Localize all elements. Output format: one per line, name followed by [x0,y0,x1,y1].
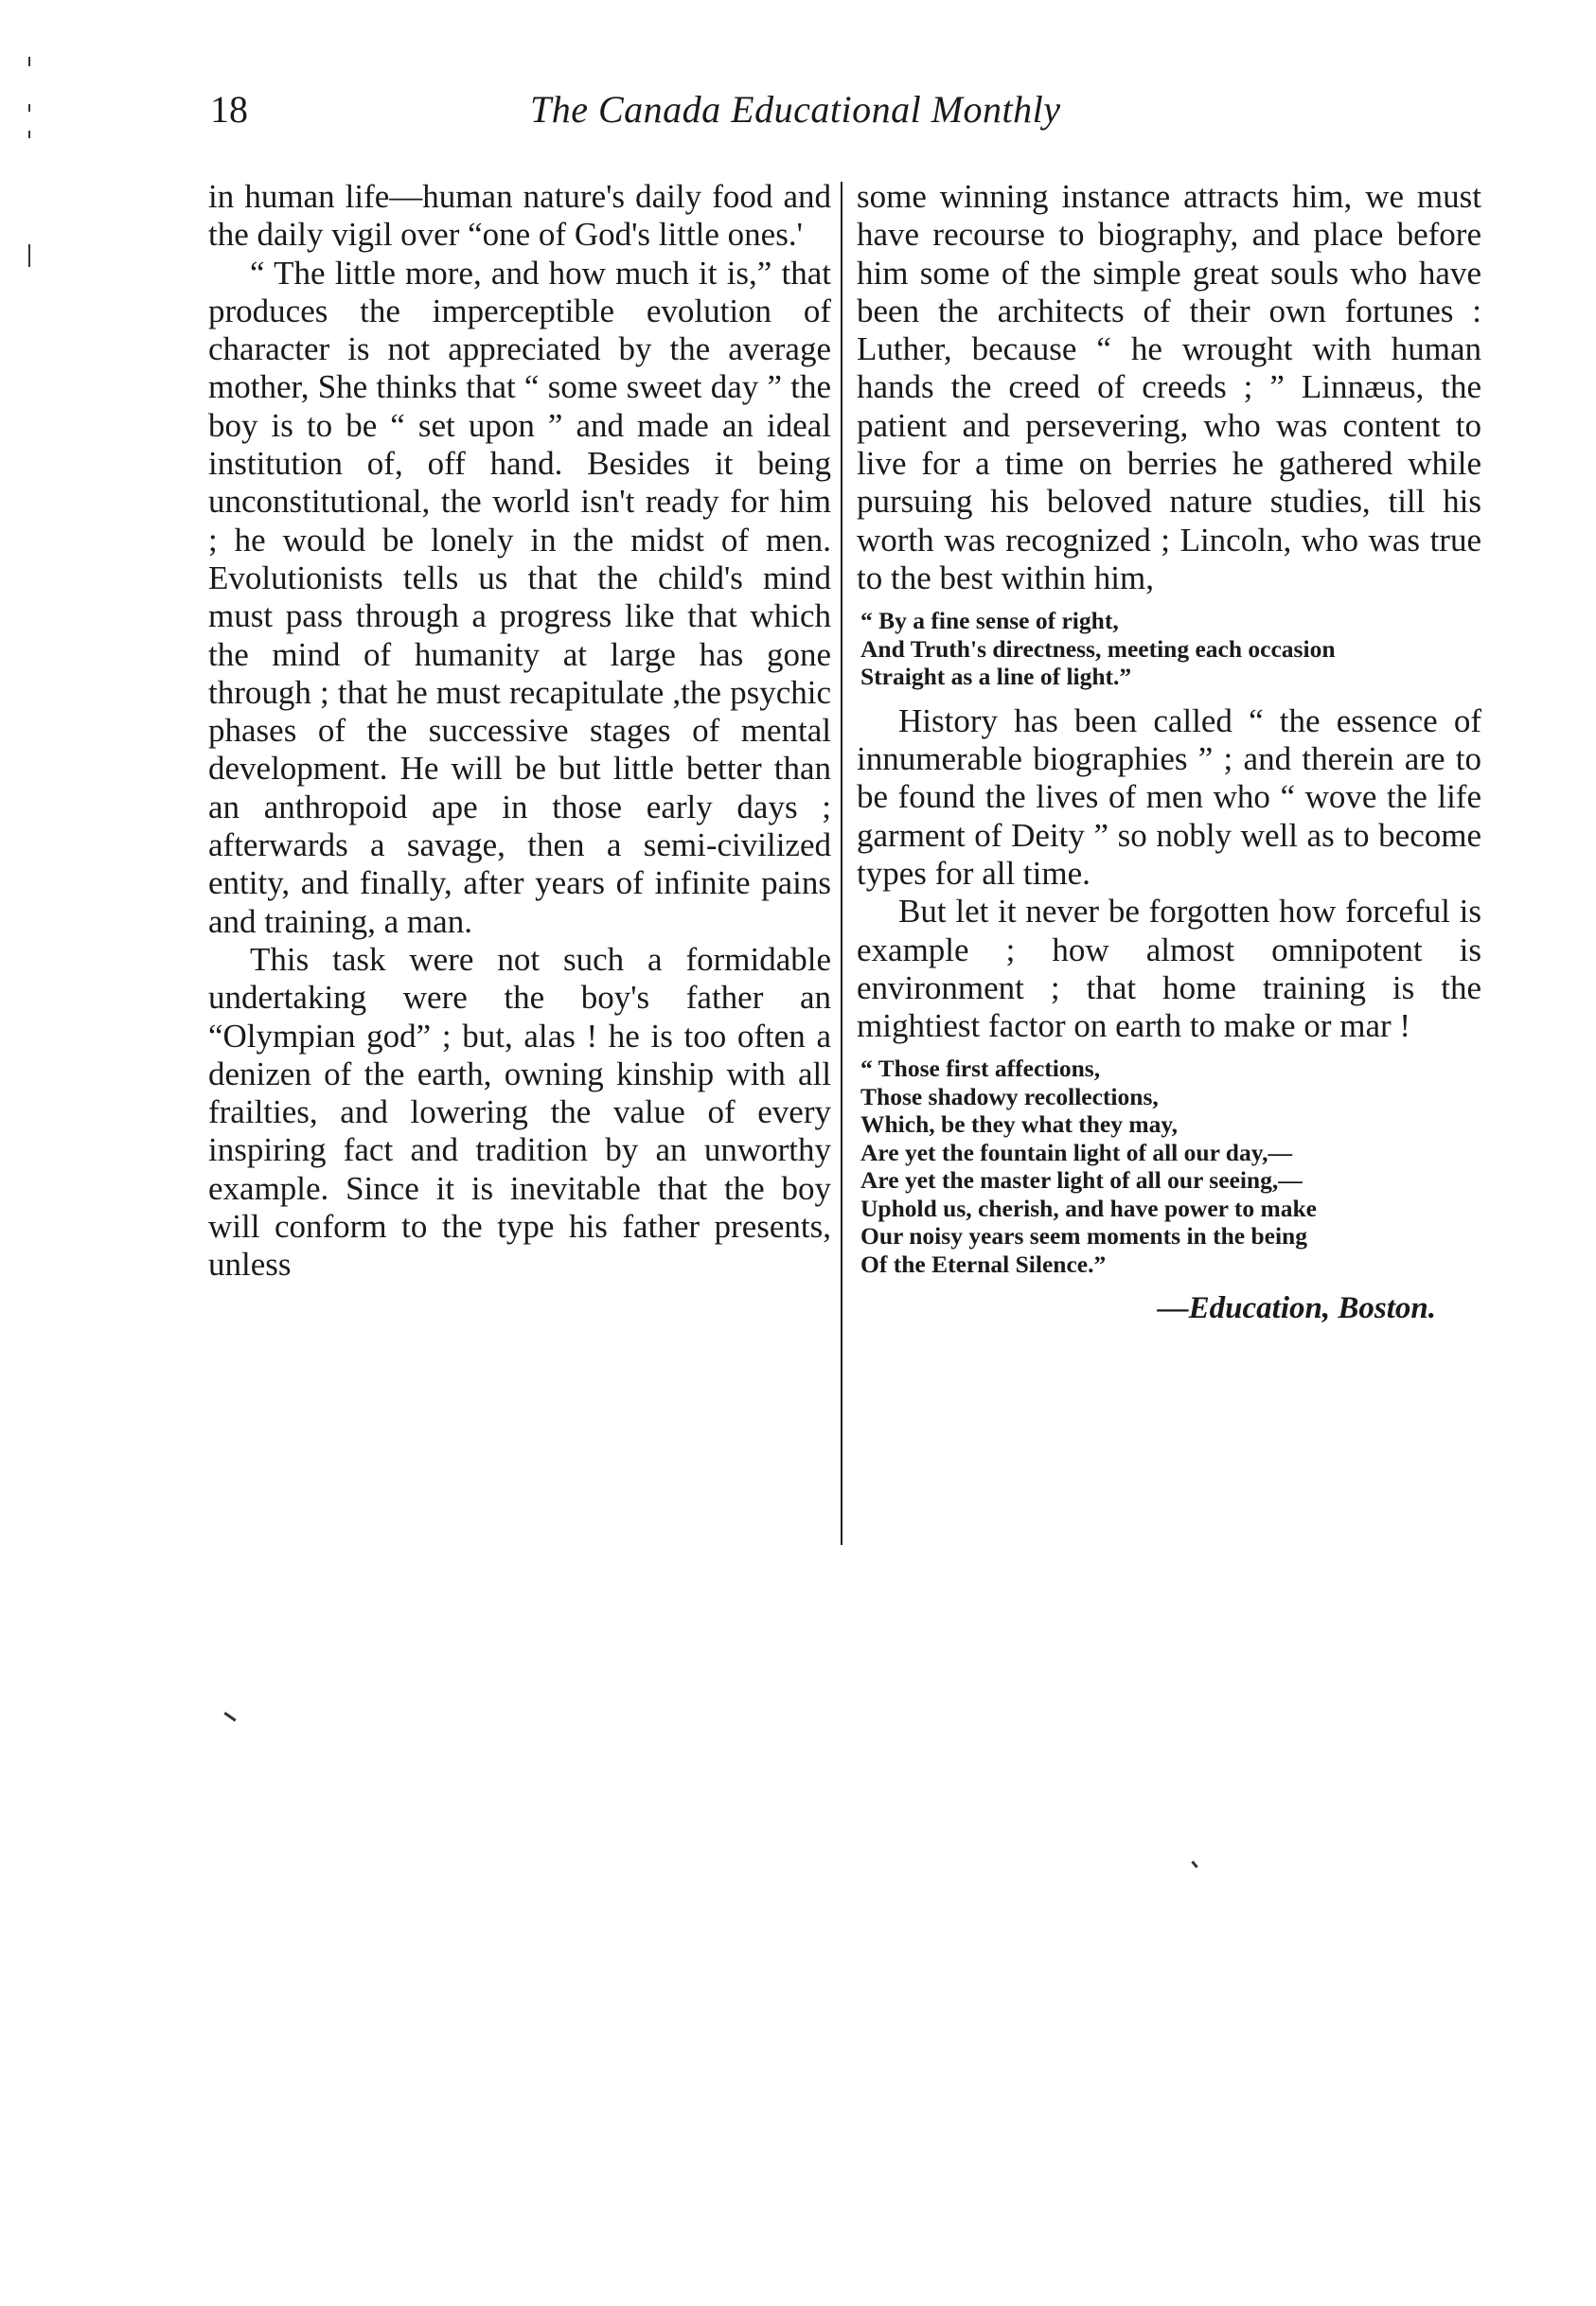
left-paragraph-2: “ The little more, and how much it is,” that produces the imperceptible evolution of character is not appreciated by the average mother, She thinks that “ some sweet day ” the boy is to be “ set upon ” and made an ideal institution of, off hand. Besides it being unconstitutional, the world isn't ready for him ; he would be lonely in the midst of men. Evolutionists tells us that the child's mind must pass through a progress like that which the mind of humanity at large has gone through ; that he must recapitulate ,the psychic phases of the successive stages of mental development. He will be but little better than an anthropoid ape in those early days ; afterwards a savage, then a semi-civilized entity, and finally, after years of infinite pains and training, a man. [208,254,831,940]
margin-mark-1 [28,57,30,66]
poem-2-line-4: Are yet the fountain light of all our day,— [860,1138,1292,1166]
column-divider [841,182,842,1545]
right-paragraph-3: But let it never be forgotten how forceful is example ; how almost omnipotent is environment ; that home training is the mightiest factor on earth to make or mar ! [857,893,1481,1045]
poem-2-line-2: Those shadowy recollections, [860,1082,1159,1110]
poem-quote-1 [860,607,1481,691]
poem-2-line-3: Which, be they what they may, [860,1110,1179,1139]
stray-mark-1 [223,1712,236,1721]
left-paragraph-1: in human life—human nature's daily food and the daily vigil over “one of God's little ones.' [208,178,831,254]
quote-attribution: —Education, Boston. [1157,1291,1436,1326]
right-column [857,178,1481,1327]
poem-quote-2 [860,1055,1481,1278]
poem-2-line-7: Our noisy years seem moments in the being [860,1222,1307,1251]
poem-1-line-3: Straight as a line of light.” [860,663,1132,691]
poem-1-line-1: “ By a fine sense of right, [860,607,1119,635]
left-column [208,178,831,1285]
poem-1-line-2: And Truth's directness, meeting each occasion [860,634,1336,663]
left-paragraph-3: This task were not such a formidable undertaking were the boy's father an “Olympian god” ; but, alas ! he is too often a denizen of the earth, owning kinship with all frailties, and lowering the value of every inspiring fact and tradition by an unworthy example. Since it is inevitable that the boy will conform to the type his father presents, unless [208,940,831,1284]
stray-mark-2 [1191,1860,1197,1868]
poem-2-line-5: Are yet the master light of all our seeing,— [860,1166,1303,1195]
poem-2-line-6: Uphold us, cherish, and have power to make [860,1194,1317,1222]
running-head-journal-title: The Canada Educational Monthly [530,88,1061,131]
right-paragraph-1: some winning instance attracts him, we must have recourse to biography, and place before him some of the simple great souls who have been the architects of their own fortunes : Luther, because “ he wrought with human hands the creed of creeds ; ” Linnæus, the patient and persevering, who was content to live for a time on berries he gathered while pursuing his beloved nature studies, till his worth was recognized ; Lincoln, who was true to the best within him, [857,178,1481,596]
margin-mark-4 [28,244,30,267]
margin-mark-3 [28,131,30,138]
margin-mark-2 [28,104,30,112]
poem-2-line-8: Of the Eternal Silence.” [860,1250,1107,1278]
poem-2-line-1: “ Those first affections, [860,1055,1101,1083]
right-paragraph-2: History has been called “ the essence of innumerable biographies ” ; and therein are to be found the lives of men who “ wove the life garment of Deity ” so nobly well as to become types for all time. [857,701,1481,892]
page-number: 18 [210,88,248,131]
